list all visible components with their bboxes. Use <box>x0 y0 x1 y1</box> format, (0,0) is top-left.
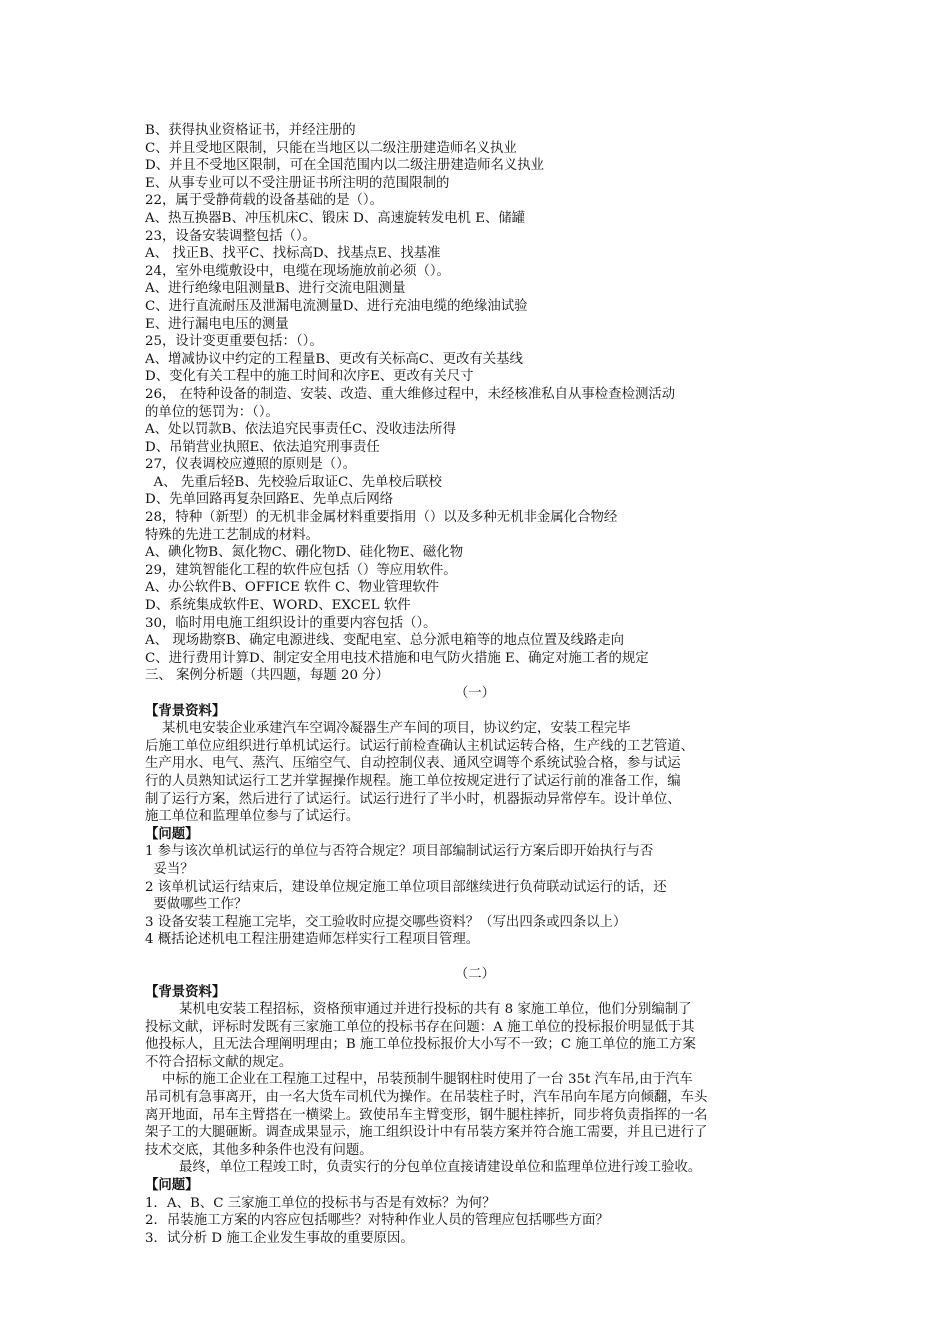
question-line: D、并且不受地区限制，可在全国范围内以二级注册建造师名义执业 <box>145 158 545 174</box>
questions-label: 【问题】 <box>145 1177 199 1194</box>
question-line: 的单位的惩罚为：（）。 <box>145 404 279 420</box>
question-line: C、进行费用计算D、制定安全用电技术措施和电气防火措施 E、确定对施工者的规定 <box>145 650 649 666</box>
question-line: 22，属于受静荷载的设备基础的是（）。 <box>145 193 383 209</box>
case-title: （二） <box>454 966 496 982</box>
question-line: 28，特种（新型）的无机非金属材料重要指用（）以及多种无机非金属化合物经 <box>145 510 618 526</box>
background-line: 他投标人，且无法合理阐明理由；B 施工单位投标报价大小写不一致；C 施工单位的施工方案 <box>145 1037 696 1053</box>
question-line: A、办公软件B、OFFICE 软件 C、物业管理软件 <box>145 580 439 596</box>
background-line: 施工单位和监理单位参与了试运行。 <box>145 809 360 825</box>
question-line: A、 先重后轻B、先校验后取证C、先单校后联校 <box>145 474 442 490</box>
background-line: 不符合招标文献的规定。 <box>145 1054 293 1070</box>
background-line: 中标的施工企业在工程施工过程中，吊装预制牛腿钢柱时使用了一台 35t 汽车吊,由于汽车 <box>145 1072 693 1088</box>
background-line: 后施工单位应组织进行单机试运行。试运行前检查确认主机试运转合格，生产线的工艺管道、 <box>145 738 695 754</box>
question-line: 26， 在特种设备的制造、安装、改造、重大维修过程中，未经核准私自从事检查检测活动 <box>145 386 676 402</box>
questions-label: 【问题】 <box>145 825 199 842</box>
question-item: 3 设备安装工程施工完毕，交工验收时应提交哪些资料？（写出四条或四条以上） <box>145 914 627 930</box>
case-one <box>145 685 805 949</box>
question-line: E、进行漏电电压的测量 <box>145 316 289 332</box>
document-body <box>145 122 805 1247</box>
question-line: A、热互换器B、冲压机床C、锻床 D、高速旋转发电机 E、储罐 <box>145 210 526 226</box>
background-line: 某机电安装工程招标，资格预审通过并进行投标的共有 8 家施工单位，他们分别编制了 <box>145 1002 692 1018</box>
spacer <box>145 949 805 966</box>
question-item: 1．A、B、C 三家施工单位的投标书与否是有效标？为何？ <box>145 1195 496 1211</box>
background-line: 架子工的大腿砸断。调查成果显示，施工组织设计中有吊装方案并符合施工需要，并且已进行了 <box>145 1125 708 1141</box>
case-two <box>145 966 805 1248</box>
question-line: C、并且受地区限制，只能在当地区以二级注册建造师名义执业 <box>145 140 517 156</box>
question-item: 2 该单机试运行结束后，建设单位规定施工单位项目部继续进行负荷联动试运行的话，还 <box>145 879 667 895</box>
section-heading: 三、 案例分析题（共四题，每题 20 分） <box>145 668 390 684</box>
question-line: A、 现场勘察B、确定电源进线、变配电室、总分派电箱等的地点位置及线路走向 <box>145 633 625 649</box>
question-line: C、进行直流耐压及泄漏电流测量D、进行充油电缆的绝缘油试验 <box>145 298 528 314</box>
multiple-choice-section <box>145 122 805 685</box>
question-line: D、变化有关工程中的施工时间和次序E、更改有关尺寸 <box>145 369 474 385</box>
question-line: A、 找正B、找平C、找标高D、找基点E、找基准 <box>145 246 441 262</box>
question-line: 27，仪表调校应遵照的原则是（）。 <box>145 457 357 473</box>
background-line: 最终，单位工程竣工时，负责实行的分包单位直接请建设单位和监理单位进行竣工验收。 <box>145 1160 702 1176</box>
case-title: （一） <box>454 686 496 701</box>
background-line: 离开地面，吊车主臂搭在一横梁上。致使吊车主臂变形，钢牛腿柱摔折，同步将负责指挥的一名 <box>145 1107 708 1123</box>
question-line: 特殊的先进工艺制成的材料。 <box>145 527 320 543</box>
question-item: 3．试分析 D 施工企业发生事故的重要原因。 <box>145 1230 414 1246</box>
question-line: 24，室外电缆敷设中，电缆在现场施放前必须（）。 <box>145 263 450 279</box>
question-line: A、处以罚款B、依法追究民事责任C、没收违法所得 <box>145 422 456 438</box>
question-item: 4 概括论述机电工程注册建造师怎样实行工程项目管理。 <box>145 932 480 948</box>
question-item: 2．吊装施工方案的内容应包括哪些？对特种作业人员的管理应包括哪些方面？ <box>145 1213 609 1229</box>
question-line: 25，设计变更重要包括：（）。 <box>145 334 323 350</box>
question-item: 1 参与该次单机试运行的单位与否符合规定？项目部编制试运行方案后即开始执行与否 <box>145 844 654 860</box>
background-label: 【背景资料】 <box>145 983 226 1000</box>
question-line: A、碘化物B、氮化物C、硼化物D、硅化物E、磁化物 <box>145 545 464 561</box>
question-line: 23，设备安装调整包括（）。 <box>145 228 317 244</box>
background-line: 技术交底，其他多种条件也没有问题。 <box>145 1142 373 1158</box>
background-label: 【背景资料】 <box>145 702 226 719</box>
background-line: 某机电安装企业承建汽车空调冷凝器生产车间的项目，协议约定，安装工程完毕 <box>145 721 631 737</box>
question-line: 30，临时用电施工组织设计的重要内容包括（）。 <box>145 615 437 631</box>
question-item: 要做哪些工作？ <box>145 897 248 913</box>
background-line: 行的人员熟知试运行工艺并掌握操作规程。施工单位按规定进行了试运行前的准备工作，编 <box>145 773 681 789</box>
question-line: E、从事专业可以不受注册证书所注明的范围限制的 <box>145 175 450 191</box>
question-line: D、系统集成软件E、WORD、EXCEL 软件 <box>145 598 411 614</box>
question-line: 29，建筑智能化工程的软件应包括（）等应用软件。 <box>145 562 457 578</box>
background-line: 制了运行方案，然后进行了试运行。试运行进行了半小时，机器振动异常停车。设计单位、 <box>145 791 681 807</box>
question-line: A、增减协议中约定的工程量B、更改有关标高C、更改有关基线 <box>145 351 523 367</box>
question-line: D、先单回路再复杂回路E、先单点后网络 <box>145 492 394 508</box>
background-line: 吊司机有急事离开，由一名大货车司机代为操作。在吊装柱子时，汽车吊向车尾方向倾翻，车头 <box>145 1090 708 1106</box>
question-line: A、进行绝缘电阻测量B、进行交流电阻测量 <box>145 281 406 297</box>
question-line: B、获得执业资格证书，并经注册的 <box>145 123 356 138</box>
background-line: 生产用水、电气、蒸汽、压缩空气、自动控制仪表、通风空调等个系统试验合格，参与试运 <box>145 756 681 772</box>
question-line: D、吊销营业执照E、依法追究刑事责任 <box>145 439 380 455</box>
question-item: 妥当？ <box>145 861 194 877</box>
background-line: 投标文献，评标时发既有三家施工单位的投标书存在问题：A 施工单位的投标报价明显低于其 <box>145 1019 695 1035</box>
